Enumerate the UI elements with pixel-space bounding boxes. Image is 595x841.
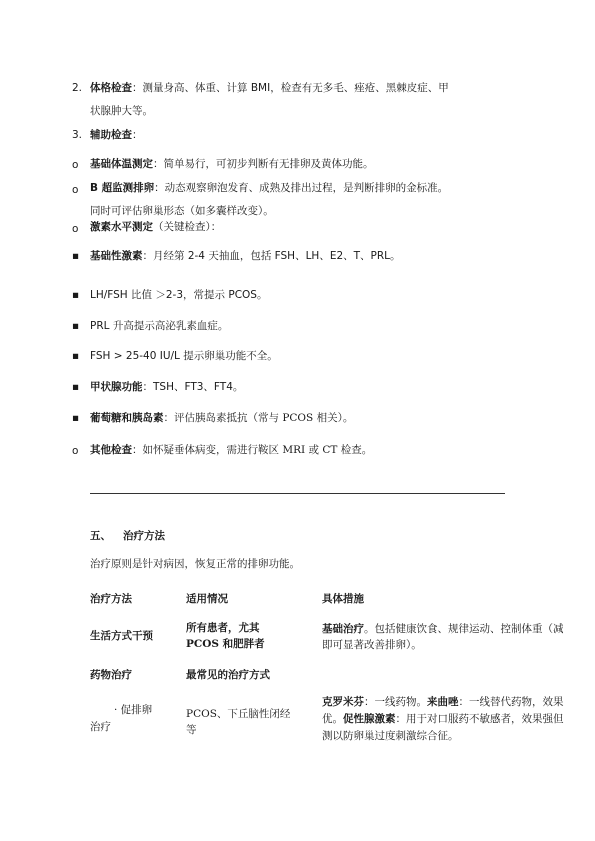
- table-cell-method: · 促排卵: [114, 704, 153, 716]
- section-number: 五、: [90, 530, 111, 542]
- list-item-thyroid: [90, 379, 243, 395]
- section-heading: [90, 528, 165, 544]
- table-cell-applicable: 所有患者，尤其: [186, 622, 260, 634]
- item-text: ：动态观察卵泡发育、成熟及排出过程，是判断排卵的金标准。: [154, 182, 449, 194]
- list-marker: o: [72, 445, 79, 457]
- measure-text: 。包括健康饮食、规律运动、控制体重（减: [364, 623, 564, 635]
- list-item-hormone: [90, 219, 221, 235]
- item-label: 体格检查: [90, 82, 132, 94]
- list-item-physical-exam: [90, 80, 449, 96]
- list-bullet: ▪: [72, 350, 80, 362]
- item-label: 激素水平测定: [90, 221, 153, 233]
- table-cell-measures-continued: 即可显著改善排卵）。: [322, 639, 422, 651]
- table-cell-applicable-continued: PCOS 和肥胖者: [186, 638, 265, 650]
- item-text: （关键检查）：: [153, 221, 222, 233]
- list-item-prl: PRL 升高提示高泌乳素血症。: [90, 320, 229, 332]
- measure-label: 基础治疗: [322, 623, 364, 635]
- section-intro: 治疗原则是针对病因，恢复正常的排卵功能。: [90, 558, 300, 570]
- item-text: ：评估胰岛素抵抗（常与 PCOS 相关）。: [163, 412, 354, 424]
- measure-label: 来曲唑: [427, 696, 459, 708]
- item-label: 葡萄糖和胰岛素: [90, 412, 164, 424]
- list-item-auxiliary-exam: [90, 127, 143, 143]
- list-marker: o: [72, 223, 79, 235]
- list-number: 2.: [72, 82, 83, 94]
- table-cell-measures-continued: 测以防卵巢过度刺激综合征。: [322, 730, 459, 742]
- item-label: 其他检查: [90, 444, 132, 456]
- table-header-applicable: 适用情况: [186, 593, 228, 605]
- list-item-lh-fsh: LH/FSH 比值 ＞2-3，常提示 PCOS。: [90, 289, 268, 301]
- list-bullet: ▪: [72, 412, 80, 424]
- list-item-ultrasound: [90, 180, 448, 196]
- list-item-basic-sex-hormones: [90, 248, 401, 264]
- list-marker: o: [72, 159, 79, 171]
- list-number: 3.: [72, 129, 83, 141]
- list-item-bbt: [90, 156, 374, 172]
- item-text-continued: 同时可评估卵巢形态（如多囊样改变）。: [90, 205, 274, 217]
- list-bullet: ▪: [72, 320, 80, 332]
- list-item-glucose-insulin: [90, 410, 353, 426]
- item-label: 基础体温测定: [90, 158, 153, 170]
- measure-label: 克罗米芬: [322, 696, 364, 708]
- table-cell-method: 药物治疗: [90, 669, 132, 681]
- table-cell-method: 生活方式干预: [90, 630, 153, 642]
- measure-text: 优。: [322, 713, 343, 725]
- table-header-method: 治疗方法: [90, 593, 132, 605]
- item-label: 辅助检查: [90, 129, 132, 141]
- list-bullet: ▪: [72, 381, 80, 393]
- item-label: B 超监测排卵: [90, 182, 155, 194]
- table-cell-applicable: PCOS、下丘脑性闭经: [186, 708, 291, 720]
- measure-text: ：一线药物。: [364, 696, 427, 708]
- item-text: ：月经第 2-4 天抽血，包括 FSH、LH、E2、T、PRL。: [142, 250, 401, 262]
- item-label: 甲状腺功能: [90, 381, 143, 393]
- item-colon: ：: [132, 129, 143, 141]
- section-title: 治疗方法: [123, 530, 165, 542]
- item-text: ：简单易行，可初步判断有无排卵及黄体功能。: [153, 158, 374, 170]
- table-header-measures: 具体措施: [322, 593, 364, 605]
- list-bullet: ▪: [72, 250, 80, 262]
- measure-text: ：一线替代药物，效果: [458, 696, 564, 708]
- table-cell-measures: [322, 621, 595, 637]
- item-text: ：如怀疑垂体病变，需进行鞍区 MRI 或 CT 检查。: [132, 444, 373, 456]
- item-text: ：测量身高、体重、计算 BMI，检查有无多毛、痤疮、黑棘皮症、甲: [132, 82, 449, 94]
- table-cell-applicable: 最常见的治疗方式: [186, 669, 270, 681]
- table-cell-method-continued: 治疗: [90, 721, 111, 733]
- measure-label: 促性腺激素: [343, 713, 396, 725]
- table-cell-applicable-continued: 等: [186, 724, 197, 736]
- list-marker: o: [72, 184, 79, 196]
- table-cell-measures-continued: [322, 711, 595, 727]
- item-text-continued: 状腺肿大等。: [90, 105, 153, 117]
- list-item-other-exam: [90, 442, 372, 458]
- table-cell-measures: [322, 694, 595, 710]
- item-text: ：TSH、FT3、FT4。: [142, 381, 244, 393]
- horizontal-divider: [90, 493, 505, 494]
- list-item-fsh: FSH > 25-40 IU/L 提示卵巢功能不全。: [90, 350, 278, 362]
- item-label: 基础性激素: [90, 250, 143, 262]
- measure-text: ：用于对口服药不敏感者，效果强但: [395, 713, 564, 725]
- list-bullet: ▪: [72, 289, 80, 301]
